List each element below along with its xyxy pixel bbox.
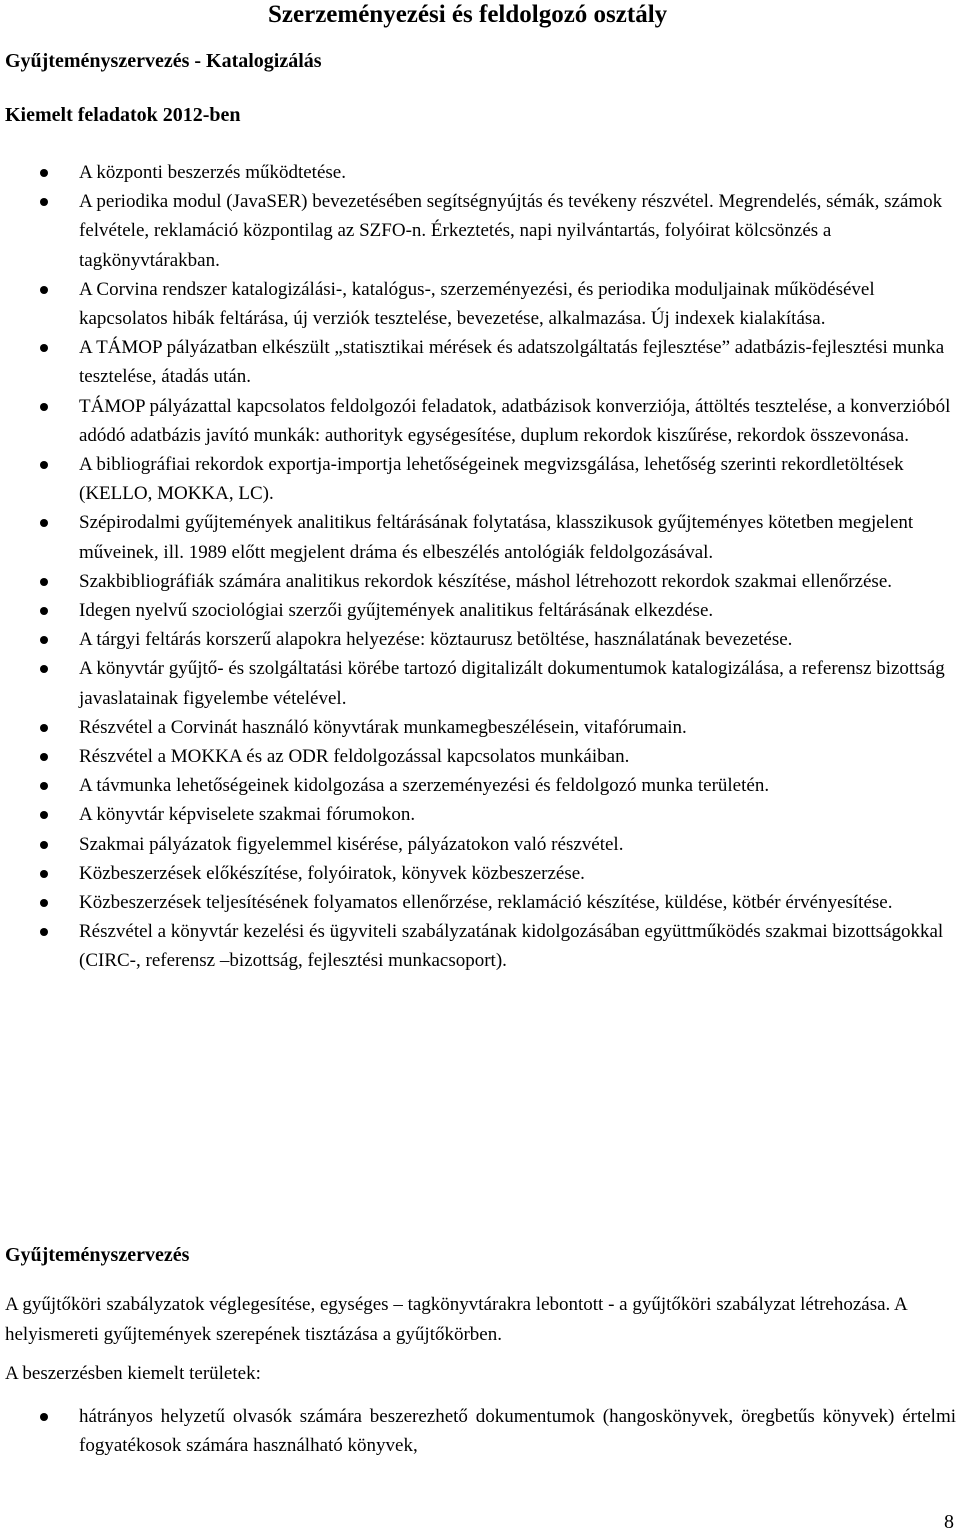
list-item	[0, 158, 960, 187]
list-item-text: Szépirodalmi gyűjtemények analitikus feltárásának folytatása, klasszikusok gyűjteményes kötetben megjelent műveinek, ill. 1989 előtt megjelent dráma és elbeszélés antológiák feldolgozásával.	[79, 512, 914, 563]
list-item-text: Részvétel a könyvtár kezelési és ügyviteli szabályzatának kidolgozásában együttműködés szakmai bizottságokkal (CIRC-, referensz –bizottság, fejlesztési munkacsoport).	[79, 921, 944, 972]
list-item	[0, 771, 960, 800]
list-item	[0, 625, 960, 654]
bullet-icon	[40, 753, 48, 761]
bullet-icon	[40, 928, 48, 936]
list-item-text: A könyvtár képviselete szakmai fórumokon.	[79, 804, 416, 826]
bullet-icon	[40, 286, 48, 294]
list-item	[0, 567, 960, 596]
collection-heading: Gyűjteményszervezés	[5, 1244, 190, 1266]
list-item-text: A periodika modul (JavaSER) bevezetésében segítségnyújtás és tevékeny részvétel. Megrendelés, sémák, számok felvétele, reklamáció központilag az SZFO-n. Érkeztetés, napi nyilvántartás, folyóirat kölcsönzés a tagkönyvtárakban.	[79, 191, 943, 271]
bullet-icon	[40, 1413, 48, 1421]
list-item-text: Részvétel a Corvinát használó könyvtárak munkamegbeszélésein, vitafórumain.	[79, 716, 687, 738]
bullet-icon	[40, 665, 48, 673]
bullet-icon	[40, 169, 48, 177]
priority-areas-list	[0, 1402, 960, 1460]
list-item	[0, 275, 960, 333]
bullet-icon	[40, 519, 48, 527]
list-item	[0, 713, 960, 742]
list-item-text: A TÁMOP pályázatban elkészült „statisztikai mérések és adatszolgáltatás fejlesztése” adatbázis-fejlesztési munka tesztelése, átadás után.	[79, 337, 945, 388]
task-list	[0, 158, 960, 976]
bullet-icon	[40, 198, 48, 206]
list-item-text: A távmunka lehetőségeinek kidolgozása a szerzeményezési és feldolgozó munka területén.	[79, 775, 770, 797]
bullet-icon	[40, 403, 48, 411]
list-item	[0, 800, 960, 829]
list-item	[0, 187, 960, 275]
list-item	[0, 859, 960, 888]
list-item-text: TÁMOP pályázattal kapcsolatos feldolgozói feladatok, adatbázisok konverziója, áttöltés tesztelése, a konverzióból adódó adatbázis javító munkák: authorityk egységesítése, duplum rekordok kiszűrése, rekordok összevonása.	[79, 395, 951, 446]
list-item	[0, 596, 960, 625]
list-item	[0, 392, 960, 450]
bullet-icon	[40, 724, 48, 732]
list-item-text: A bibliográfiai rekordok exportja-importja lehetőségeinek megvizsgálása, lehetőség szerinti rekordletöltések (KELLO, MOKKA, LC).	[79, 454, 904, 505]
list-item-text: Közbeszerzések teljesítésének folyamatos ellenőrzése, reklamáció készítése, küldése, kötbér érvényesítése.	[79, 892, 893, 914]
list-item-text: Közbeszerzések előkészítése, folyóiratok, könyvek közbeszerzése.	[79, 862, 585, 884]
list-item	[0, 742, 960, 771]
bullet-icon	[40, 782, 48, 790]
list-item-text: Idegen nyelvű szociológiai szerzői gyűjtemények analitikus feltárásának elkezdése.	[79, 600, 714, 622]
bullet-icon	[40, 636, 48, 644]
bullet-icon	[40, 578, 48, 586]
page-number: 8	[944, 1511, 954, 1533]
list-item-text: A tárgyi feltárás korszerű alapokra helyezése: köztaurusz betöltése, használatának bevezetése.	[79, 629, 793, 651]
list-item	[0, 1402, 960, 1460]
department-title: Szerzeményezési és feldolgozó osztály	[268, 1, 668, 28]
list-item	[0, 830, 960, 859]
list-item	[0, 333, 960, 391]
collection-paragraph: A gyűjtőköri szabályzatok véglegesítése, egységes – tagkönyvtárakra lebontott - a gyűjtőköri szabályzat létrehozása. A helyismereti gyűjtemények szerepének tisztázása a gyűjtőkörben.	[5, 1294, 907, 1345]
list-item	[0, 450, 960, 508]
section-heading: Gyűjteményszervezés - Katalogizálás	[5, 50, 322, 72]
list-item	[0, 508, 960, 566]
bullet-icon	[40, 344, 48, 352]
bullet-icon	[40, 811, 48, 819]
list-item-text: Szakbibliográfiák számára analitikus rekordok készítése, máshol létrehozott rekordok szakmai ellenőrzése.	[79, 570, 893, 592]
list-item	[0, 654, 960, 712]
list-item-text: A Corvina rendszer katalogizálási-, katalógus-, szerzeményezési, és periodika moduljainak működésével kapcsolatos hibák feltárása, új verziók tesztelése, bevezetése, alkalmazása. Új indexek kialakítása.	[79, 278, 875, 330]
bullet-icon	[40, 870, 48, 878]
bullet-icon	[40, 899, 48, 907]
list-item-text: hátrányos helyzetű olvasók számára beszerezhető dokumentumok (hangoskönyvek, öregbetűs könyvek) értelmi fogyatékosok számára használható könyvek,	[79, 1406, 956, 1457]
list-item	[0, 917, 960, 975]
bullet-icon	[40, 461, 48, 469]
list-item	[0, 888, 960, 917]
list-item-text: A központi beszerzés működtetése.	[79, 162, 346, 183]
bullet-icon	[40, 607, 48, 615]
subsection-heading: Kiemelt feladatok 2012-ben	[5, 104, 241, 126]
bullet-icon	[40, 841, 48, 849]
list-item-text: Részvétel a MOKKA és az ODR feldolgozással kapcsolatos munkáiban.	[79, 746, 630, 768]
list-item-text: A könyvtár gyűjtő- és szolgáltatási körébe tartozó digitalizált dokumentumok katalogizálása, a referensz bizottság javaslatainak figyelembe vételével.	[79, 658, 945, 709]
collection-intro: A beszerzésben kiemelt területek:	[5, 1363, 261, 1384]
list-item-text: Szakmai pályázatok figyelemmel kisérése, pályázatokon való részvétel.	[79, 833, 624, 855]
